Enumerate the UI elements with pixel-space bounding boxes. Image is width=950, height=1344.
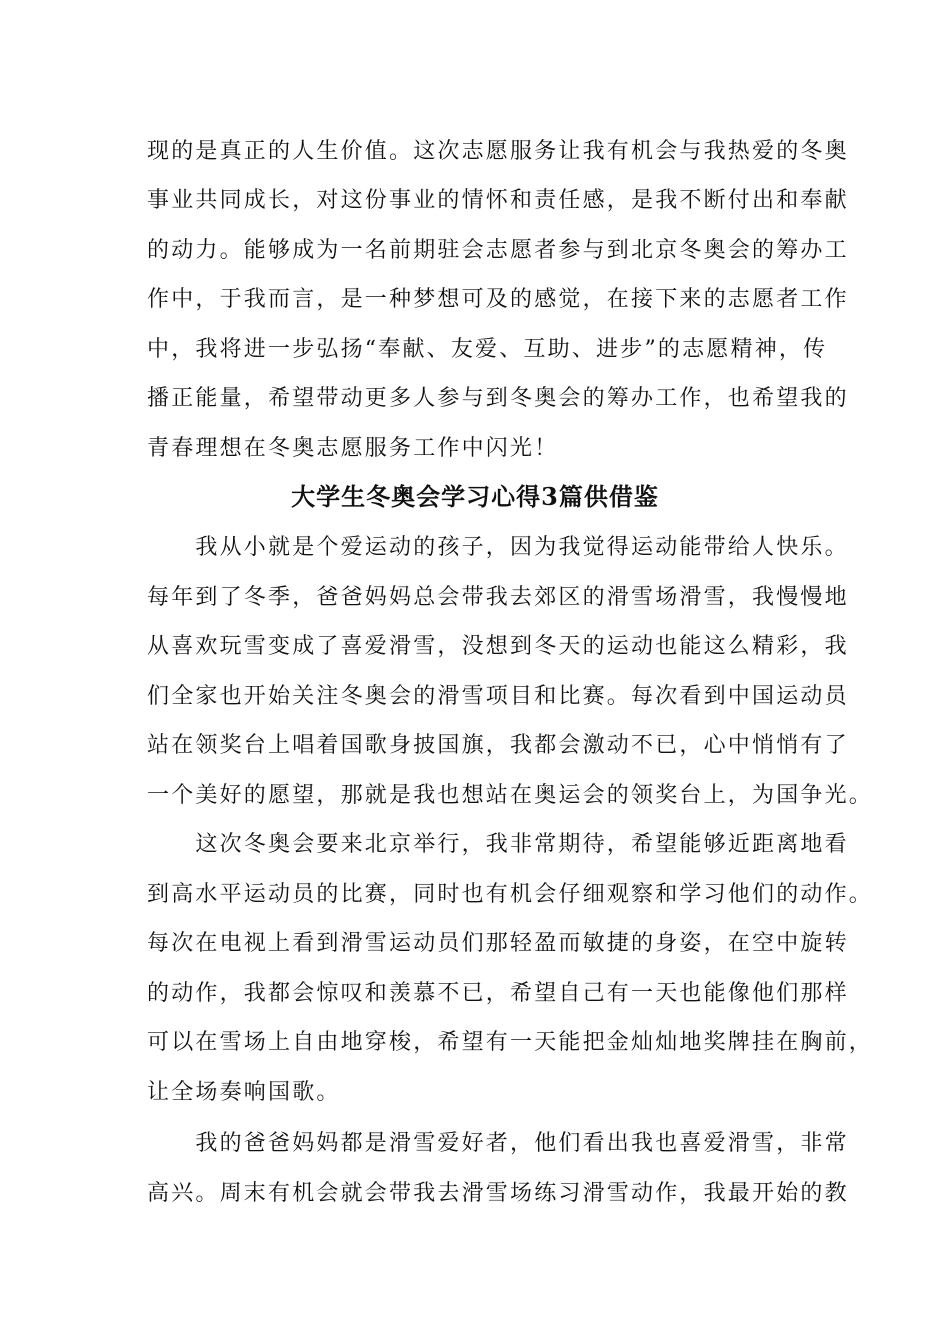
paragraph-line: 的动作，我都会惊叹和羡慕不已，希望自己有一天也能像他们那样 (147, 981, 849, 1006)
paragraph-line: 播正能量，希望带动更多人参与到冬奥会的筹办工作，也希望我的 (147, 386, 849, 411)
section-title: 大学生冬奥会学习心得3篇供借鉴 (291, 482, 659, 511)
paragraph-line: 从喜欢玩雪变成了喜爱滑雪，没想到冬天的运动也能这么精彩，我 (147, 634, 849, 659)
paragraph-line: 可以在雪场上自由地穿梭，希望有一天能把金灿灿地奖牌挂在胸前， (147, 1030, 874, 1055)
paragraph-line: 青春理想在冬奥志愿服务工作中闪光！ (147, 436, 559, 461)
paragraph-line: 一个美好的愿望，那就是我也想站在奥运会的领奖台上，为国争光。 (147, 783, 874, 808)
paragraph-line: 这次冬奥会要来北京举行，我非常期待，希望能够近距离地看 (147, 832, 849, 857)
paragraph-line: 现的是真正的人生价值。这次志愿服务让我有机会与我热爱的冬奥 (147, 139, 849, 164)
paragraph-line: 每年到了冬季，爸爸妈妈总会带我去郊区的滑雪场滑雪，我慢慢地 (147, 585, 849, 610)
paragraph-line: 作中，于我而言，是一种梦想可及的感觉，在接下来的志愿者工作 (147, 287, 849, 312)
paragraph-line: 每次在电视上看到滑雪运动员们那轻盈而敏捷的身姿，在空中旋转 (147, 931, 849, 956)
paragraph-line: 的动力。能够成为一名前期驻会志愿者参与到北京冬奥会的筹办工 (147, 238, 849, 263)
paragraph-line: 到高水平运动员的比赛，同时也有机会仔细观察和学习他们的动作。 (147, 882, 874, 907)
paragraph-line: 们全家也开始关注冬奥会的滑雪项目和比赛。每次看到中国运动员 (147, 684, 849, 709)
paragraph-line: 我的爸爸妈妈都是滑雪爱好者，他们看出我也喜爱滑雪，非常 (147, 1131, 849, 1156)
paragraph-line: 高兴。周末有机会就会带我去滑雪场练习滑雪动作，我最开始的教 (147, 1181, 849, 1206)
paragraph-line: 中，我将进一步弘扬“奉献、友爱、互助、进步”的志愿精神，传 (147, 337, 828, 362)
paragraph-line: 事业共同成长，对这份事业的情怀和责任感，是我不断付出和奉献 (147, 188, 849, 213)
paragraph-line: 站在领奖台上唱着国歌身披国旗，我都会激动不已，心中悄悄有了 (147, 733, 849, 758)
paragraph-line: 让全场奏响国歌。 (147, 1080, 341, 1105)
paragraph-line: 我从小就是个爱运动的孩子，因为我觉得运动能带给人快乐。 (147, 535, 849, 560)
